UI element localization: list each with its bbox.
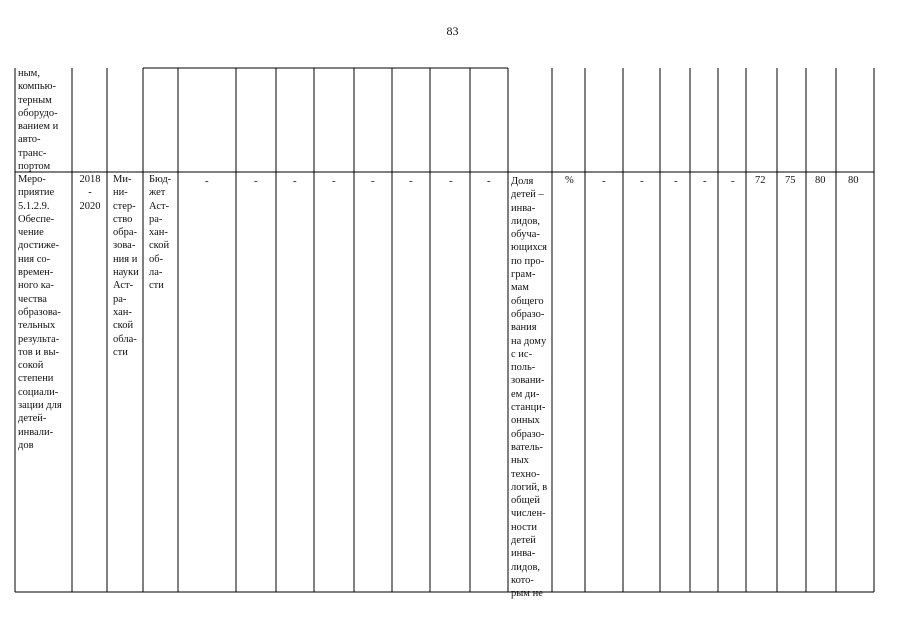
finance-value: - <box>205 175 209 187</box>
finance-value: - <box>487 175 491 187</box>
executor: Ми- ни- стер- ство обра- зова- ния и науки Аст- ра- хан- ской обла- сти <box>113 174 139 358</box>
indicator-value: 80 <box>848 175 859 186</box>
indicator-value: 75 <box>785 175 796 186</box>
period: 2018 - 2020 <box>79 174 101 212</box>
page-number: 83 <box>446 24 459 38</box>
finance-value: - <box>254 175 258 187</box>
finance-value: - <box>332 175 336 187</box>
indicator-value: 72 <box>755 175 766 186</box>
finance-value: - <box>449 175 453 187</box>
finance-value: - <box>371 175 375 187</box>
continuation-text: ным, компью- терным оборудо- ванием и авто- транс- портом <box>18 68 59 173</box>
unit: % <box>565 175 574 186</box>
indicator-value: - <box>674 175 678 187</box>
indicator-value: - <box>731 175 735 187</box>
indicator-value: 80 <box>815 175 826 186</box>
indicator-text: Доля детей – инва- лидов, обуча- ющихся по про- грам- мам общего образо- вания на дому с ис- поль- зовани- ем ди- станци- онных образо- ватель- ных техно- логий, в общей числен- ности детей инва- лидов, кото- рым не <box>511 176 548 600</box>
indicator-value: - <box>602 175 606 187</box>
measure-name: Меро- приятие 5.1.2.9. Обеспе- чение достиже- ния со- времен- ного ка- чества образова- тельных результа- тов и вы- сокой степени социали- зации для детей- инвали- дов <box>18 174 62 451</box>
indicator-value: - <box>640 175 644 187</box>
finance-value: - <box>293 175 297 187</box>
indicator-value: - <box>703 175 707 187</box>
funding-source: Бюд- жет Аст- ра- хан- ской об- ла- сти <box>149 174 172 292</box>
finance-value: - <box>409 175 413 187</box>
